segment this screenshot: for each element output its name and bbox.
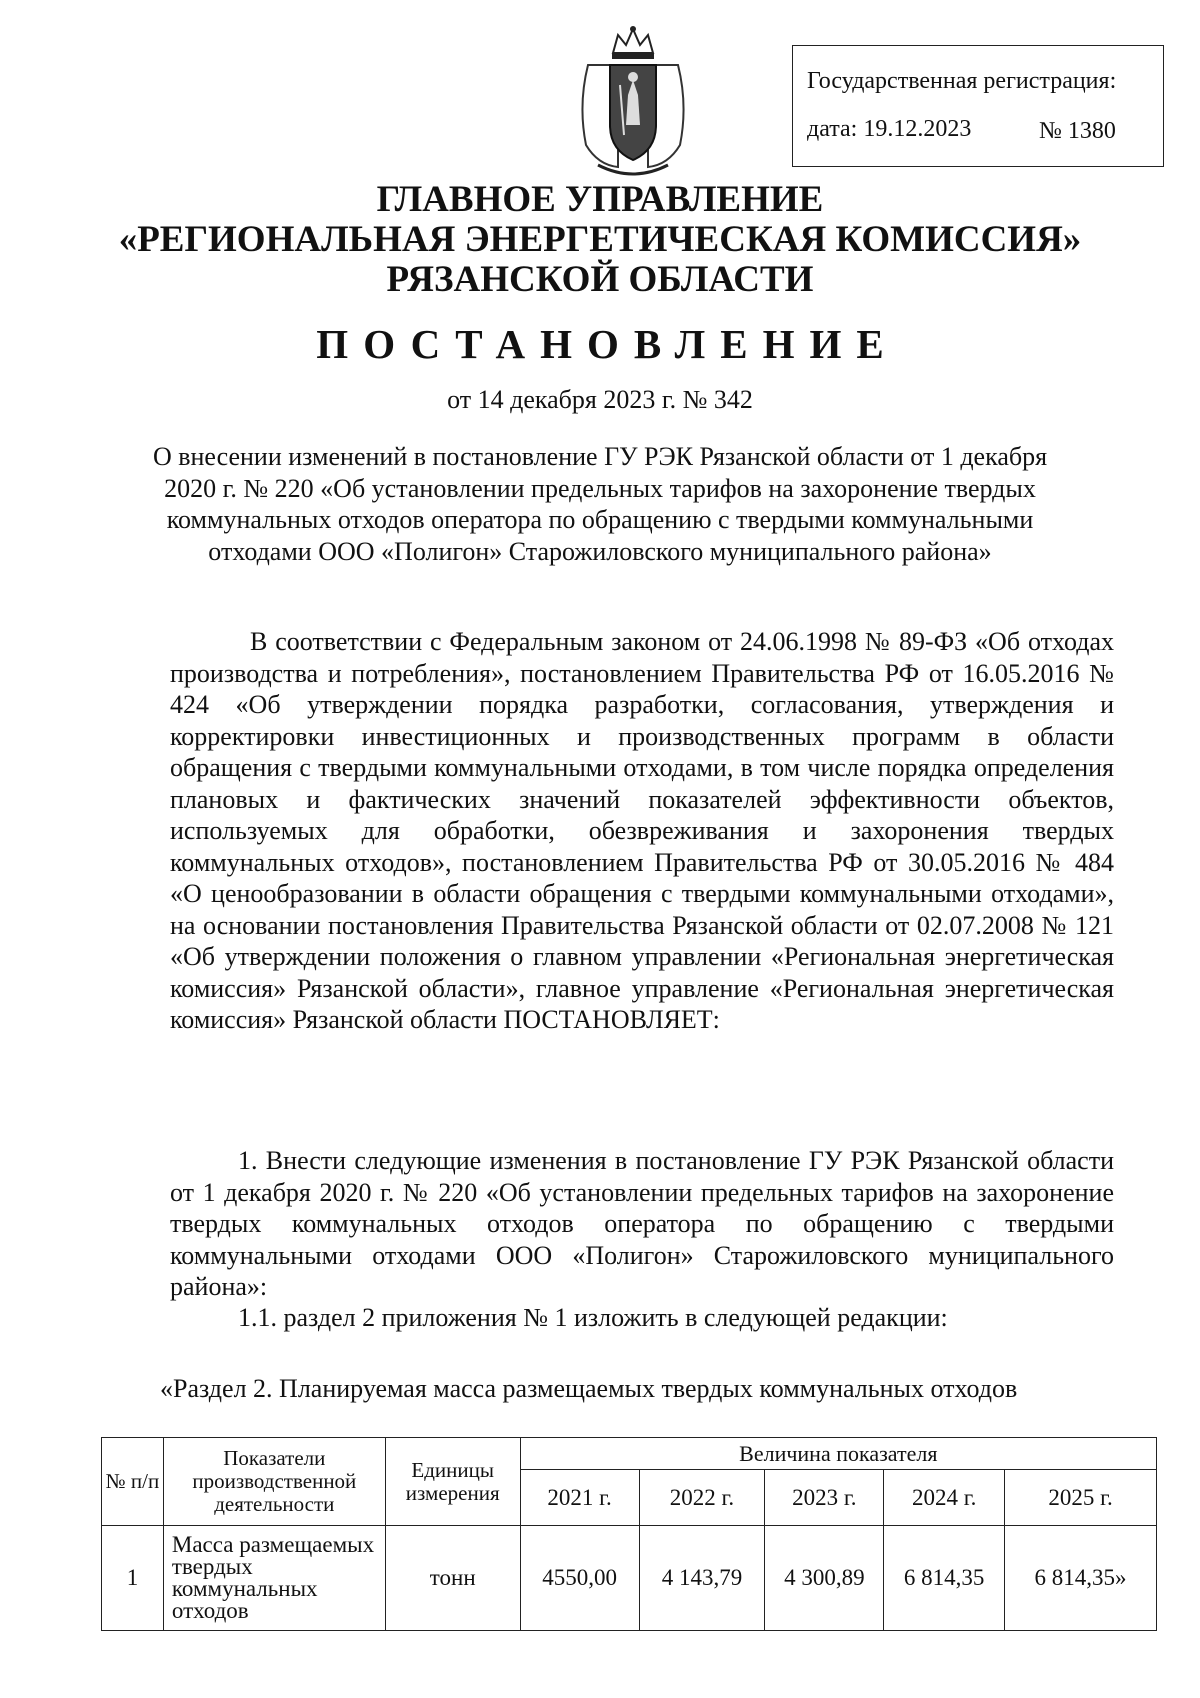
header-unit: Единицы измерения	[385, 1438, 520, 1526]
organization-name	[0, 180, 1200, 300]
organization-line-2: «РЕГИОНАЛЬНАЯ ЭНЕРГЕТИЧЕСКАЯ КОМИССИЯ»	[118, 219, 1082, 260]
registration-number: № 1380	[1039, 118, 1116, 144]
table-header-row	[102, 1438, 1157, 1470]
document-subject: О внесении изменений в постановление ГУ РЭК Рязанской области от 1 декабря 2020 г. № 220 «Об установлении предельных тарифов на захоронение твердых коммунальных отходов оператора по обращению с твердыми коммунальными отходами ООО «Полигон» Старожиловского муниципального района»	[152, 442, 1048, 566]
header-year: 2024 г.	[884, 1470, 1005, 1526]
registration-date: дата: 19.12.2023	[807, 116, 972, 142]
header-year: 2022 г.	[639, 1470, 765, 1526]
document-date-number: от 14 декабря 2023 г. № 342	[447, 385, 753, 414]
row-unit: тонн	[385, 1526, 520, 1631]
document-type-heading: ПОСТАНОВЛЕНИЕ	[316, 321, 899, 367]
organization-line-1: ГЛАВНОЕ УПРАВЛЕНИЕ	[376, 179, 824, 220]
table-row	[102, 1526, 1157, 1631]
header-num: № п/п	[102, 1438, 164, 1526]
registration-title: Государственная регистрация:	[807, 68, 1117, 94]
organization-line-3: РЯЗАНСКОЙ ОБЛАСТИ	[386, 259, 814, 300]
header-value: Величина показателя	[520, 1438, 1156, 1470]
row-value: 4 300,89	[765, 1526, 884, 1631]
section-title: «Раздел 2. Планируемая масса размещаемых твердых коммунальных отходов	[160, 1374, 1018, 1403]
header-year: 2025 г.	[1005, 1470, 1157, 1526]
waste-mass-table	[101, 1437, 1157, 1631]
row-value: 6 814,35	[884, 1526, 1005, 1631]
header-year: 2021 г.	[520, 1470, 639, 1526]
row-value: 4 143,79	[639, 1526, 765, 1631]
row-indicator: Масса размещаемых твердых коммунальных отходов	[163, 1526, 385, 1631]
row-value: 6 814,35»	[1005, 1526, 1157, 1631]
header-year: 2023 г.	[765, 1470, 884, 1526]
preamble-paragraph: В соответствии с Федеральным законом от 24.06.1998 № 89-ФЗ «Об отходах производства и потребления», постановлением Правительства РФ от 16.05.2016 № 424 «Об утверждении порядка разработки, согласования, утверждения и корректировки инвестиционных и производственных программ в области обращения с твердыми коммунальными отходами, в том числе порядка определения плановых и фактических значений показателей эффективности объектов, используемых для обработки, обезвреживания и захоронения твердых коммунальных отходов», постановлением Правительства РФ от 30.05.2016 № 484 «О ценообразовании в области обращения с твердыми коммунальными отходами», на основании постановления Правительства Рязанской области от 02.07.2008 № 121 «Об утверждении положения о главном управлении «Региональная энергетическая комиссия» Рязанской области», главное управление «Региональная энергетическая комиссия» Рязанской области ПОСТАНОВЛЯЕТ:	[170, 627, 1114, 1034]
clause-1: 1. Внести следующие изменения в постановление ГУ РЭК Рязанской области от 1 декабря 2020 г. № 220 «Об установлении предельных тарифов на захоронение твердых коммунальных отходов оператора по обращению с твердыми коммунальными отходами ООО «Полигон» Старожиловского муниципального района»:	[170, 1146, 1114, 1301]
row-num: 1	[102, 1526, 164, 1631]
registration-stamp	[792, 45, 1164, 167]
row-value: 4550,00	[520, 1526, 639, 1631]
coat-of-arms-emblem	[568, 25, 698, 180]
header-indicator: Показатели производственной деятельности	[163, 1438, 385, 1526]
clause-1-1: 1.1. раздел 2 приложения № 1 изложить в следующей редакции:	[238, 1303, 948, 1332]
